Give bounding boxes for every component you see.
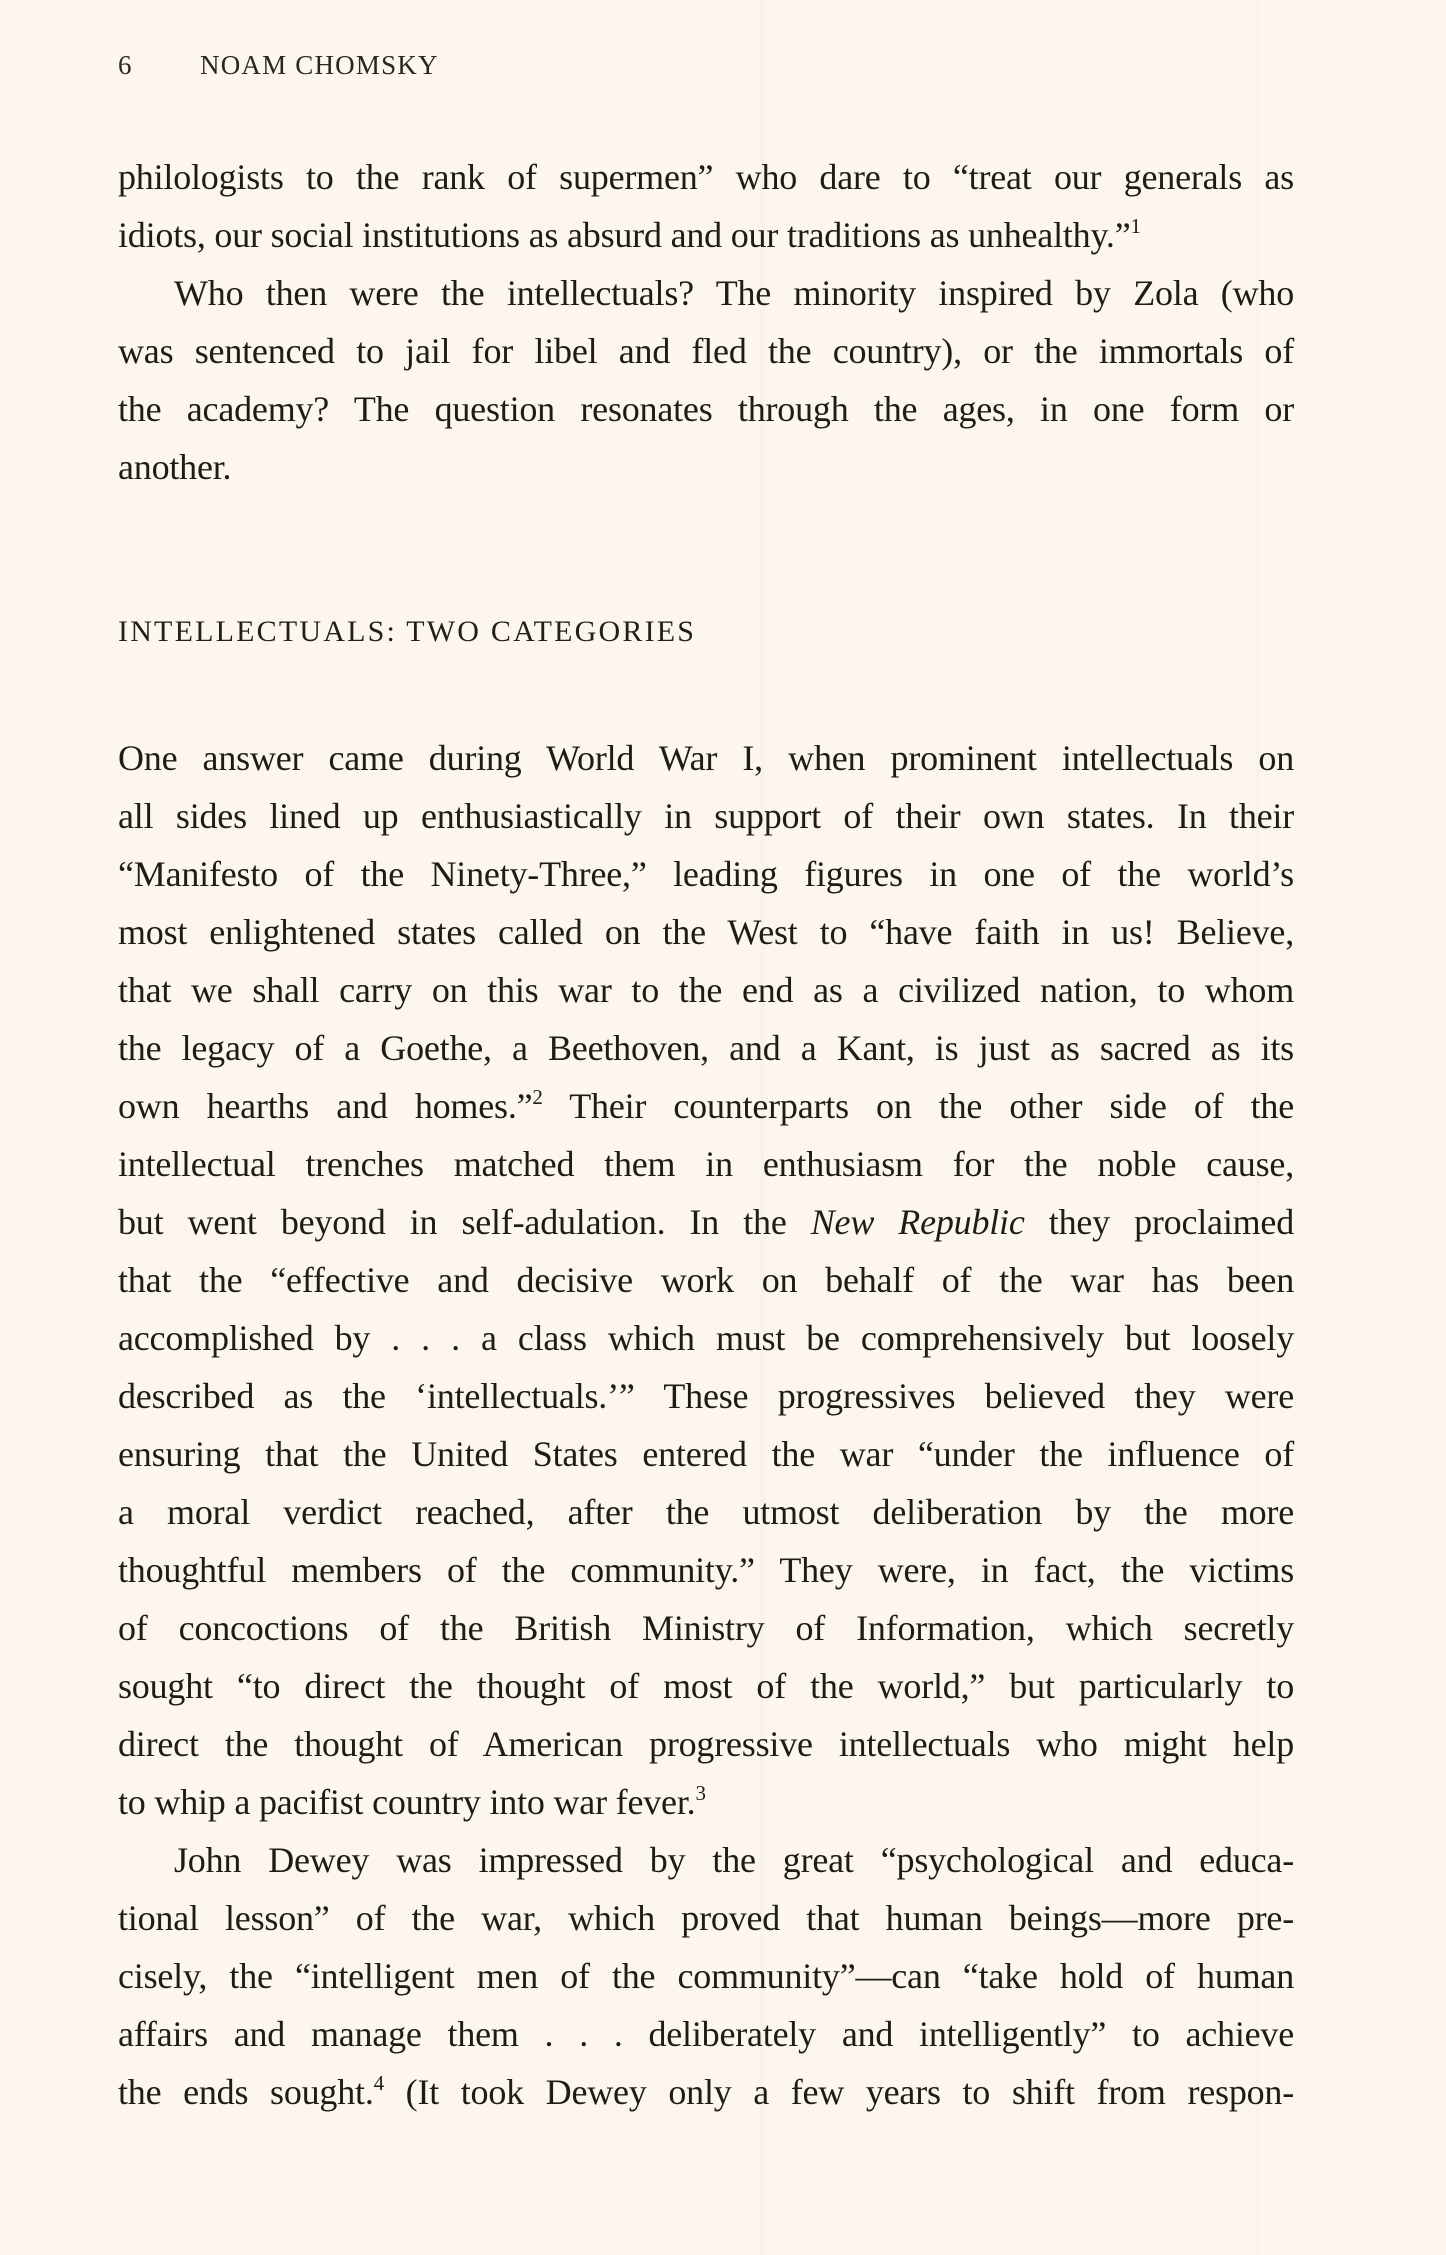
publication-title: New Republic (810, 1202, 1025, 1242)
text-line: the legacy of a Goethe, a Beethoven, and a Kant, is just as sacred as its (118, 1028, 1294, 1068)
text-line: tional lesson” of the war, which proved that human beings—more pre- (118, 1898, 1294, 1938)
text-line: most enlightened states called on the West to “have faith in us! Believe, (118, 912, 1294, 952)
text-line: philologists to the rank of supermen” who dare to “treat our generals as (118, 157, 1294, 197)
text-line: intellectual trenches matched them in enthusiasm for the noble cause, (118, 1144, 1294, 1184)
text-line: Who then were the intellectuals? The minority inspired by Zola (who (174, 273, 1294, 313)
text-line: affairs and manage them . . . deliberately and intelligently” to achieve (118, 2014, 1294, 2054)
text-line: but went beyond in self-adulation. In the New Republic they proclaimed (118, 1202, 1295, 1242)
footnote-ref-2[interactable]: 2 (532, 1085, 543, 1109)
text-line: direct the thought of American progressive intellectuals who might help (118, 1724, 1294, 1764)
text-line: that the “effective and decisive work on behalf of the war has been (118, 1260, 1294, 1300)
opening-paragraphs (118, 148, 1294, 496)
text-line: sought “to direct the thought of most of the world,” but particularly to (118, 1666, 1294, 1706)
text-line: cisely, the “intelligent men of the community”—can “take hold of human (118, 1956, 1294, 1996)
text-line: described as the ‘intellectuals.’” These progressives believed they were (118, 1376, 1294, 1416)
running-head (118, 50, 439, 81)
footnote-ref-1[interactable]: 1 (1130, 214, 1141, 238)
body-text (118, 729, 1294, 2121)
text-line: to whip a pacifist country into war fever.$^3$ (118, 1781, 706, 1822)
text-line: all sides lined up enthusiastically in support of their own states. In their (118, 796, 1294, 836)
running-head-author: NOAM CHOMSKY (200, 50, 439, 80)
section-heading: INTELLECTUALS: TWO CATEGORIES (118, 615, 697, 648)
page-number: 6 (118, 50, 133, 80)
text-line: thoughtful members of the community.” They were, in fact, the victims (118, 1550, 1294, 1590)
text-line: accomplished by . . . a class which must be comprehensively but loosely (118, 1318, 1294, 1358)
footnote-ref-4[interactable]: 4 (373, 2071, 384, 2095)
text-line: John Dewey was impressed by the great “psychological and educa- (174, 1840, 1294, 1880)
text-line: that we shall carry on this war to the end as a civilized nation, to whom (118, 970, 1294, 1010)
text-line: idiots, our social institutions as absurd and our traditions as unhealthy.”$^1$ (118, 214, 1141, 255)
text-line: of concoctions of the British Ministry of Information, which secretly (118, 1608, 1294, 1648)
text-line: the academy? The question resonates through the ages, in one form or (118, 389, 1294, 429)
text-line: own hearths and homes.”$^2$ Their counterparts on the other side of the (118, 1085, 1294, 1126)
text-line: was sentenced to jail for libel and fled the country), or the immortals of (118, 331, 1294, 371)
text-line: a moral verdict reached, after the utmost deliberation by the more (118, 1492, 1294, 1532)
text-line: “Manifesto of the Ninety-Three,” leading figures in one of the world’s (118, 854, 1294, 894)
footnote-ref-3[interactable]: 3 (695, 1781, 706, 1805)
text-line: One answer came during World War I, when prominent intellectuals on (118, 738, 1294, 778)
text-line: another. (118, 447, 232, 487)
text-line: the ends sought.$^4$ (It took Dewey only a few years to shift from respon- (118, 2071, 1295, 2112)
text-line: ensuring that the United States entered the war “under the influence of (118, 1434, 1294, 1474)
